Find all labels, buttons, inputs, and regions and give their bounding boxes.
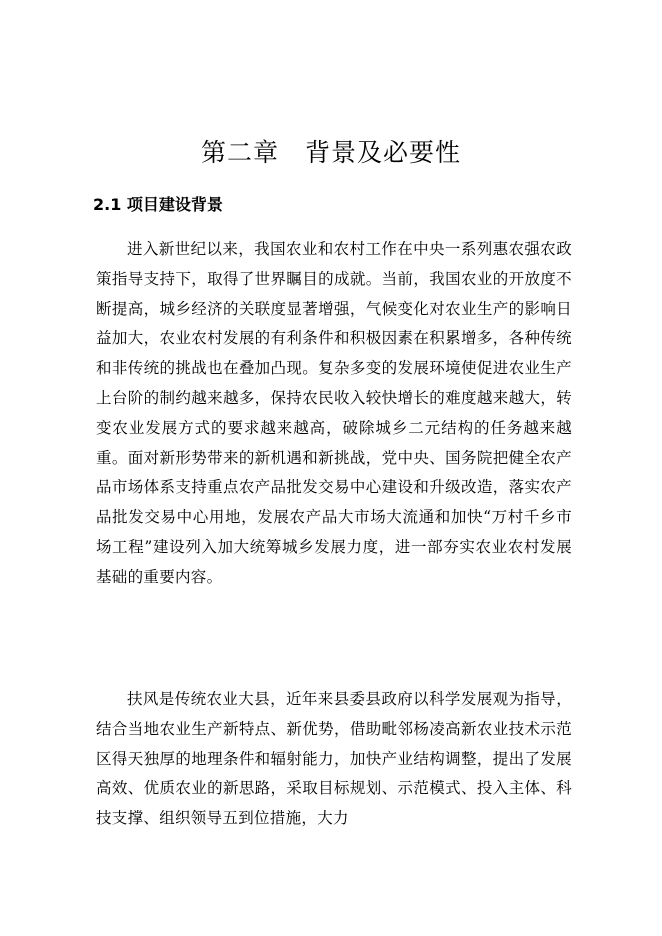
chapter-title: 第二章 背景及必要性 — [200, 138, 461, 167]
body-paragraph: 扶风是传统农业大县，近年来县委县政府以科学发展观为指导，结合当地农业生产新特点、新优势，借助毗邻杨凌高新农业技术示范区得天独厚的地理条件和辐射能力，加快产业结构调整，提出了发展高效、优质农业的新思路，采取目标规划、示范模式、投入主体、科技支撑、组织领导五到位措施，大力 — [96, 690, 572, 828]
section-heading: 2.1 项目建设背景 — [93, 195, 223, 214]
body-paragraph: 进入新世纪以来，我国农业和农村工作在中央一系列惠农强农政策指导支持下，取得了世界瞩目的成就。当前，我国农业的开放度不断提高，城乡经济的关联度显著增强，气候变化对农业生产的影响日益加大，农业农村发展的有利条件和积极因素在积累增多，各种传统和非传统的挑战也在叠加凸现。复杂多变的发展环境使促进农业生产上台阶的制约越来越多，保持农民收入较快增长的难度越来越大，转变农业发展方式的要求越来越高，破除城乡二元结构的任务越来越重。面对新形势带来的新机遇和新挑战，党中央、国务院把健全农产品市场体系支持重点农产品批发交易中心建设和升级改造，落实农产品批发交易中心用地，发展农产品大市场大流通和加快“万村千乡市场工程”建设列入加大统筹城乡发展力度，进一部夯实农业农村发展基础的重要内容。 — [96, 240, 572, 586]
